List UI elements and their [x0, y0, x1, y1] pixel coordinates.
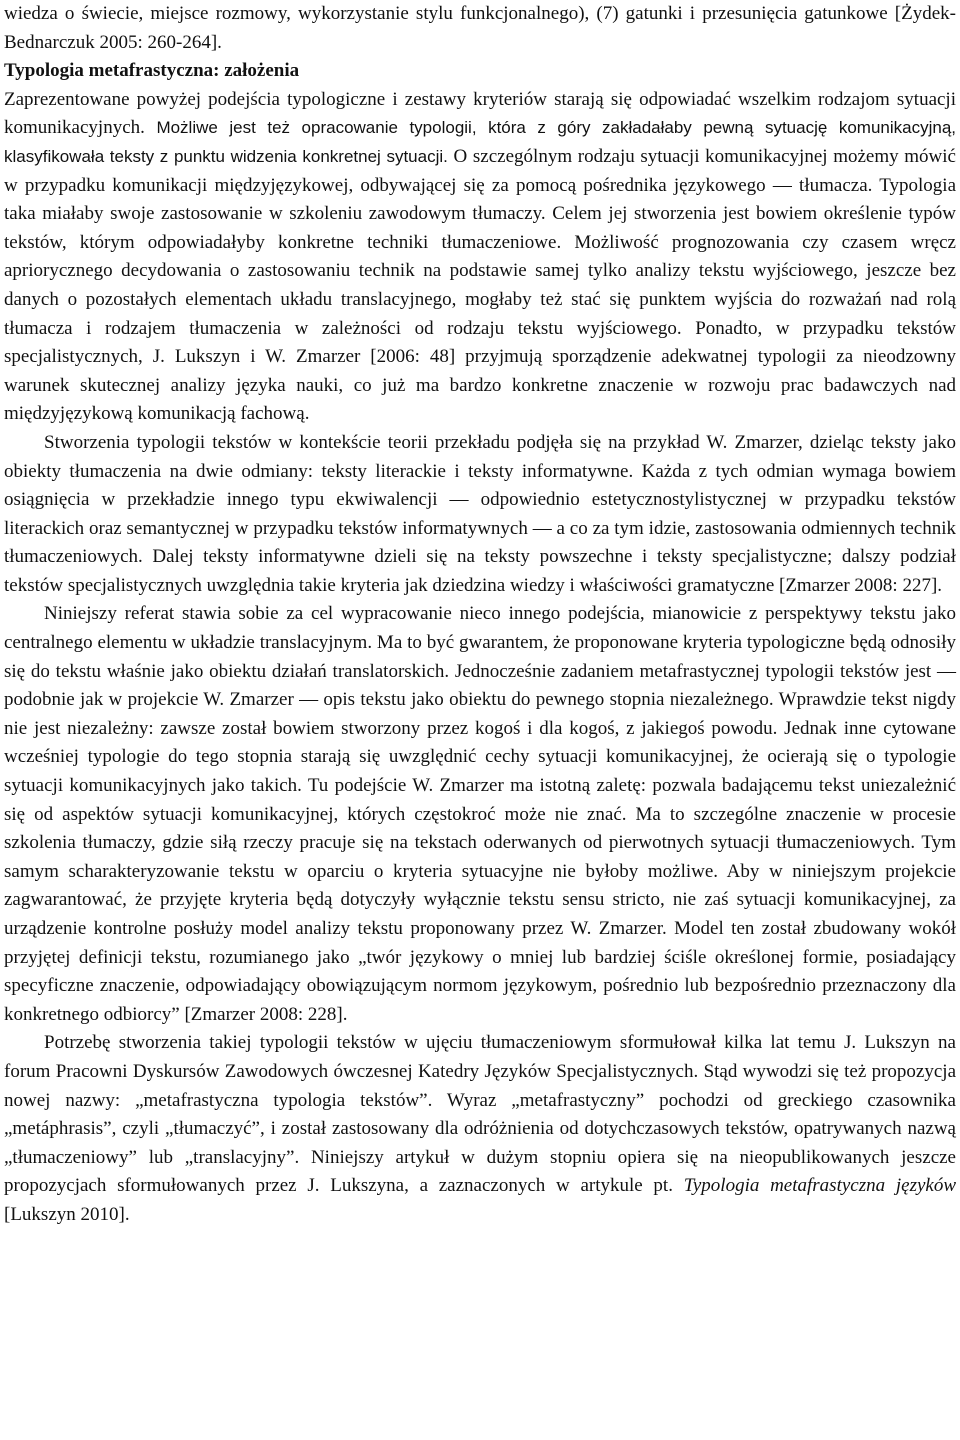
paragraph-1-text-c: O szczególnym rodzaju sytuacji komunikacyjnej możemy mówić w przypadku komunikacji międzyjęzykowej, odbywającej się za pomocą pośrednika językowego — tłumacza. Typologia taka miałaby swoje zastosowanie w szkoleniu zawodowym tłumaczy. Celem jej stworzenia jest bowiem określenie typów tekstów, którym odpowiadałyby konkretne techniki tłumaczeniowe. Możliwość prognozowania czy czasem wręcz apriorycznego decydowania o zastosowaniu technik na podstawie samej tylko analizy tekstu wyjściowego, jeszcze bez danych o pozostałych elementach układu translacyjnego, mogłaby też stać się punktem wyjścia do rozważań nad rolą tłumacza i rodzajem tłumaczenia w zależności od rodzaju tekstu wyjściowego. Ponadto, w przypadku tekstów specjalistycznych, J. Lukszyn i W. Zmarzer [2006: 48] przyjmują sporządzenie adekwatnej typologii za nieodzowny warunek skutecznej analizy języka nauki, co już ma bardzo konkretne znaczenie w rozwoju prac badawczych nad międzyjęzykową komunikacją fachową. — [4, 145, 956, 425]
document-page — [4, 0, 956, 1230]
section-heading: Typologia metafrastyczna: założenia — [4, 60, 300, 82]
paragraph-1-text-a: Zaprezentowane powyżej podejścia typologiczne i zestawy kryteriów starają się odpowiadać wszelkim rodzajom sytuacji komunikacyjnych. — [4, 88, 956, 139]
paragraph-2: Stworzenia typologii tekstów w kontekście teorii przekładu podjęła się na przykład W. Zmarzer, dzieląc teksty jako obiekty tłumaczenia na dwie odmiany: teksty literackie i teksty informatywne. Każda z tych odmian wymaga bowiem osiągnięcia w przekładzie innego typu ekwiwalencji — odpowiednio estetycznostylistycznej w przypadku tekstów literackich oraz semantycznej w przypadku tekstów informatywnych — a co za tym idzie, zastosowania odmiennych technik tłumaczeniowych. Dalej teksty informatywne dzieli się na teksty powszechne i teksty specjalistyczne; dalszy podział tekstów specjalistycznych uwzględnia takie kryteria jak dziedzina wiedzy i właściwości gramatyczne [Zmarzer 2008: 227]. — [4, 431, 956, 596]
paragraph-4 — [4, 1029, 956, 1229]
paragraph-4-text-a: Potrzebę stworzenia takiej typologii tekstów w ujęciu tłumaczeniowym sformułował kilka lat temu J. Lukszyn na forum Pracowni Dyskursów Zawodowych ówczesnej Katedry Języków Specjalistycznych. Stąd wywodzi się też propozycja nowej nazwy: „metafrastyczna typologia tekstów”. Wyraz „metafrastyczny” pochodzi od greckiego czasownika „metáphrasis”, czyli „tłumaczyć”, i został zastosowany dla odróżnienia od dotychczasowych tekstów, opatrywanych nazwą „tłumaczeniowy” lub „translacyjny”. Niniejszy artykuł w dużym stopniu opiera się na nieopublikowanych jeszcze propozycjach sformułowanych przez J. Lukszyna, a zaznaczonych w artykule pt. — [4, 1032, 956, 1197]
intro-paragraph-tail: wiedza o świecie, miejsce rozmowy, wykorzystanie stylu funkcjonalnego), (7) gatunki i przesunięcia gatunkowe [Żydek-Bednarczuk 2005: 260-264]. — [4, 3, 956, 53]
paragraph-1 — [4, 86, 956, 429]
paragraph-1-text-sans: Możliwe jest też opracowanie typologii, która z góry zakładałaby pewną sytuację komunikacyjną, klasyfikowała teksty z punktu widzenia konkretnej sytuacji. — [4, 118, 956, 166]
paragraph-3: Niniejszy referat stawia sobie za cel wypracowanie nieco innego podejścia, mianowicie z perspektywy tekstu jako centralnego elementu w układzie translacyjnym. Ma to być gwarantem, że proponowane kryteria typologiczne będą odnosiły się do tekstu właśnie jako obiektu działań translatorskich. Jednocześnie zadaniem metafrastycznej typologii tekstów jest — podobnie jak w projekcie W. Zmarzer — opis tekstu jako obiektu do pewnego stopnia niezależnego. Wprawdzie tekst nigdy nie jest niezależny: zawsze został bowiem stworzony przez kogoś i dla kogoś, z jakiegoś powodu. Jednak inne cytowane wcześniej typologie do tego stopnia starają się uwzględnić cechy sytuacji komunikacyjnej, że ocierają się o typologie sytuacji komunikacyjnych jako takich. Tu podejście W. Zmarzer ma istotną zaletę: pozwala badającemu tekst uniezależnić się od aspektów sytuacji komunikacyjnej, których częstokroć może nie znać. Ma to szczególne znaczenie w procesie szkolenia tłumaczy, gdzie siłą rzeczy pracuje się na tekstach oderwanych od pierwotnych sytuacji tłumaczeniowych. Tym samym scharakteryzowanie tekstu w oparciu o kryteria sytuacyjne nie byłoby możliwe. Aby w niniejszym projekcie zagwarantować, że przyjęte kryteria będą dotyczyły wyłącznie tekstu sensu stricto, nie zaś sytuacji komunikacyjnej, za urządzenie kontrolne posłuży model analizy tekstu proponowany przez W. Zmarzer. Model ten został zbudowany wokół przyjętej definicji tekstu, rozumianego jako „twór językowy o mniej lub bardziej ściśle określonej formie, posiadający specyficzne znaczenie, odpowiadający obowiązującym normom językowym, pośrednio lub bezpośrednio przeznaczony dla konkretnego odbiorcy” [Zmarzer 2008: 228]. — [4, 603, 956, 1025]
cited-title: Typologia metafrastyczna języków — [683, 1175, 956, 1197]
paragraph-4-text-b: [Lukszyn 2010]. — [4, 1203, 130, 1225]
